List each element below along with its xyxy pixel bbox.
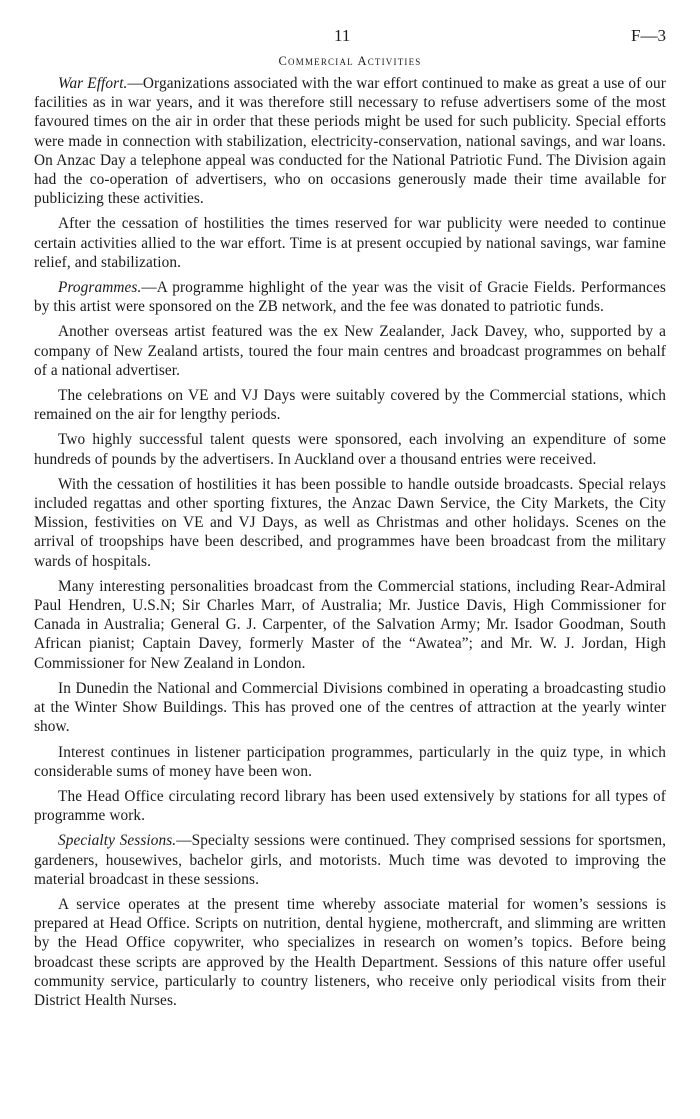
paragraph-text: A service operates at the present time whereby associate material for women’s sessions is prepared at Head Office. Scripts on nutrition, dental hygiene, mothercraft, and slimming are written by the Head Office copywriter, who specializes in research on women’s topics. Before being broadcast these scripts are approved by the Health Department. Sessions of this nature offer useful community service, particularly to country listeners, who receive only periodical visits from their District Health Nurses. bbox=[34, 895, 666, 1009]
paragraph-text: —A programme highlight of the year was the visit of Gracie Fields. Performances by this artist were sponsored on the ZB network, and the fee was donated to patriotic funds. bbox=[34, 279, 666, 316]
paragraph-lead: Programmes. bbox=[58, 279, 142, 297]
page-header bbox=[34, 26, 666, 54]
paragraph-war-effort bbox=[34, 74, 666, 208]
paragraph-text: —Organizations associated with the war effort continued to make as great a use of our facilities as in war years, and it was therefore still necessary to refuse advertisers some of the most favoured times on the air in order that these periods might be used for such publicity. Special efforts were made in connection with stabilization, electricity-conservation, national savings, and war loans. On Anzac Day a telephone appeal was conducted for the National Patriotic Fund. The Division again had the co-operation of advertisers, who on occasions generously made their time available for publicizing these activities. bbox=[34, 75, 666, 208]
paragraph bbox=[34, 679, 666, 737]
paragraph-specialty-sessions bbox=[34, 831, 666, 889]
paragraph-text: After the cessation of hostilities the times reserved for war publicity were needed to continue certain activities allied to the war effort. Time is at present occupied by national savings, war famine relief, and stabilization. bbox=[34, 215, 666, 271]
paragraph-text: With the cessation of hostilities it has been possible to handle outside broadcasts. Special relays included regattas and other sporting fixtures, the Anzac Dawn Service, the City Markets, the City Mission, festivities on VE and VJ Days, as well as Christmas and other holidays. Scenes on the arrival of troopships have been described, and programmes have been broadcast from the military wards of hospitals. bbox=[34, 475, 666, 570]
paragraph bbox=[34, 430, 666, 468]
paragraph bbox=[34, 577, 666, 673]
paragraph-text: In Dunedin the National and Commercial Divisions combined in operating a broadcasting studio at the Winter Show Buildings. This has proved one of the centres of attraction at the yearly winter show. bbox=[34, 679, 666, 736]
paragraph-text: The Head Office circulating record library has been used extensively by stations for all types of programme work. bbox=[34, 787, 666, 825]
paragraph-lead: War Effort. bbox=[58, 75, 128, 92]
paragraph bbox=[34, 743, 666, 781]
paragraph-text: Many interesting personalities broadcast from the Commercial stations, including Rear-Admiral Paul Hendren, U.S.N; Sir Charles Marr, of Australia; Mr. Justice Davis, High Commissioner for Canada in Australia; General G. J. Carpenter, of the Salvation Army; Mr. Isador Goodman, South African pianist; Captain Davey, formerly Master of the “Awatea”; and Mr. W. J. Jordan, High Commissioner for New Zealand in London. bbox=[34, 577, 666, 672]
document-page bbox=[34, 26, 666, 1016]
paragraph bbox=[34, 475, 666, 571]
paragraph-text: —Specialty sessions were continued. They comprised sessions for sportsmen, gardeners, housewives, bachelor girls, and motorists. Much time was devoted to improving the material broadcast in these sessions. bbox=[34, 832, 666, 888]
paragraph bbox=[34, 214, 666, 272]
paragraph-text: The celebrations on VE and VJ Days were suitably covered by the Commercial stations, which remained on the air for lengthy periods. bbox=[34, 387, 666, 424]
paragraph bbox=[34, 386, 666, 424]
paragraph-text: Interest continues in listener participation programmes, particularly in the quiz type, in which considerable sums of money have been won. bbox=[34, 743, 666, 780]
page-number: 11 bbox=[334, 26, 351, 45]
paragraph bbox=[34, 787, 666, 825]
paragraph-lead: Specialty Sessions. bbox=[58, 832, 177, 850]
body-text bbox=[34, 74, 666, 1010]
paragraph-text: Two highly successful talent quests were sponsored, each involving an expenditure of some hundreds of pounds by the advertisers. In Auckland over a thousand entries were received. bbox=[34, 431, 666, 468]
page-reference: F—3 bbox=[631, 26, 666, 45]
paragraph bbox=[34, 895, 666, 1010]
paragraph-programmes bbox=[34, 278, 666, 316]
paragraph-text: Another overseas artist featured was the ex New Zealander, Jack Davey, who, supported by a company of New Zealand artists, toured the four main centres and broadcast programmes on behalf of a national advertiser. bbox=[34, 323, 666, 379]
paragraph bbox=[34, 322, 666, 380]
section-title: Commercial Activities bbox=[278, 54, 422, 68]
